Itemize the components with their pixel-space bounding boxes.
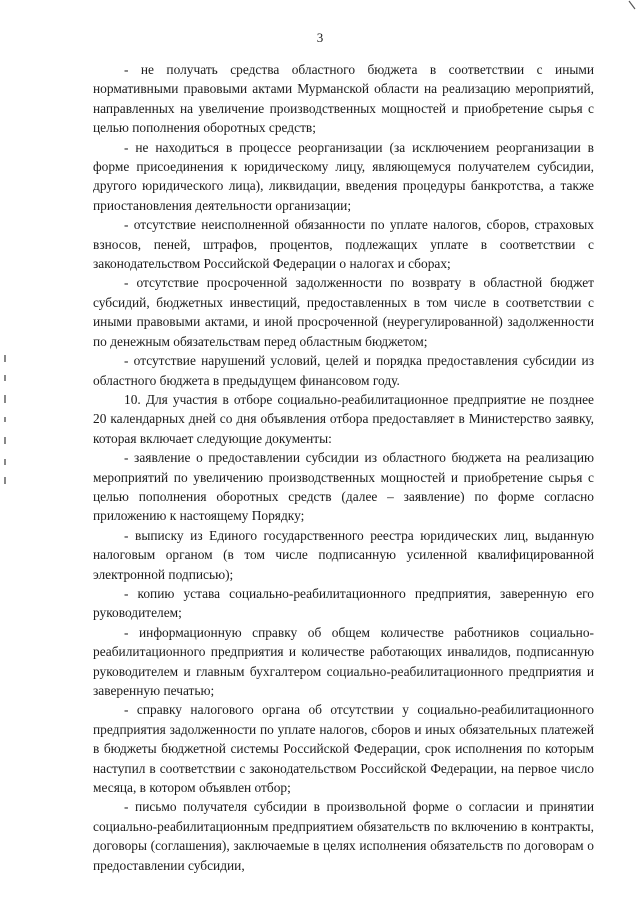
paragraph: - отсутствие нарушений условий, целей и порядка предоставления субсидии из областного бюджета в предыдущем финансовом году. [93, 353, 594, 388]
paragraph: - выписку из Единого государственного реестра юридических лиц, выданную налоговым органом (в том числе подписанную усиленной квалифицированной электронной подписью); [93, 527, 594, 582]
paragraph: - отсутствие неисполненной обязанности по уплате налогов, сборов, страховых взносов, пеней, штрафов, процентов, подлежащих уплате в соответствии с законодательством Российской Федерации о налогах и сборах; [93, 217, 594, 272]
paragraph: - не получать средства областного бюджета в соответствии с иными нормативными правовыми актами Мурманской области на реализацию мероприятий, направленных на увеличение производственных мощностей и приобретение сырья с целью пополнения оборотных средств; [93, 62, 594, 136]
paragraph: - копию устава социально-реабилитационного предприятия, заверенную его руководителем; [93, 585, 594, 621]
paragraph: - информационную справку об общем количестве работников социально-реабилитационного предприятия и количестве работающих инвалидов, подписанную руководителем и главным бухгалтером социально-реабилитационного предприятия и заверенную печатью; [93, 624, 594, 698]
page-number: 3 [316, 30, 324, 45]
document-body [93, 60, 594, 875]
scan-artifact-icon [628, 0, 636, 10]
paragraph-item-10: 10. Для участия в отборе социально-реабилитационное предприятие не позднее 20 календарных дней со дня объявления отбора предоставляет в Министерство заявку, которая включает следующие документы: [93, 391, 594, 446]
binding-marks-icon [4, 355, 7, 485]
paragraph: - письмо получателя субсидии в произвольной форме о согласии и принятии социально-реабилитационным предприятием обязательств по включению в контракты, договоры (соглашения), заключаемые в целях исполнения обязательств по договорам о предоставлении субсидии, [93, 799, 594, 873]
paragraph: - отсутствие просроченной задолженности по возврату в областной бюджет субсидий, бюджетных инвестиций, предоставленных в том числе в соответствии с иными правовыми актами, и иной просроченной (неурегулированной) задолженности по денежным обязательствам перед областным бюджетом; [93, 275, 594, 349]
paragraph: - не находиться в процессе реорганизации (за исключением реорганизации в форме присоединения к юридическому лицу, являющемуся получателем субсидии, другого юридического лица), ликвидации, введения процедуры банкротства, а также приостановления деятельности организации; [93, 139, 594, 213]
paragraph: - справку налогового органа об отсутствии у социально-реабилитационного предприятия задолженности по уплате налогов, сборов и иных обязательных платежей в бюджеты бюджетной системы Российской Федерации, срок исполнения по которым наступил в соответствии с законодательством Российской Федерации, на первое число месяца, в котором объявлен отбор; [93, 702, 594, 796]
paragraph: - заявление о предоставлении субсидии из областного бюджета на реализацию мероприятий по увеличению производственных мощностей и приобретение сырья с целью пополнения оборотных средств (далее – заявление) по форме согласно приложению к настоящему Порядку; [93, 450, 594, 524]
